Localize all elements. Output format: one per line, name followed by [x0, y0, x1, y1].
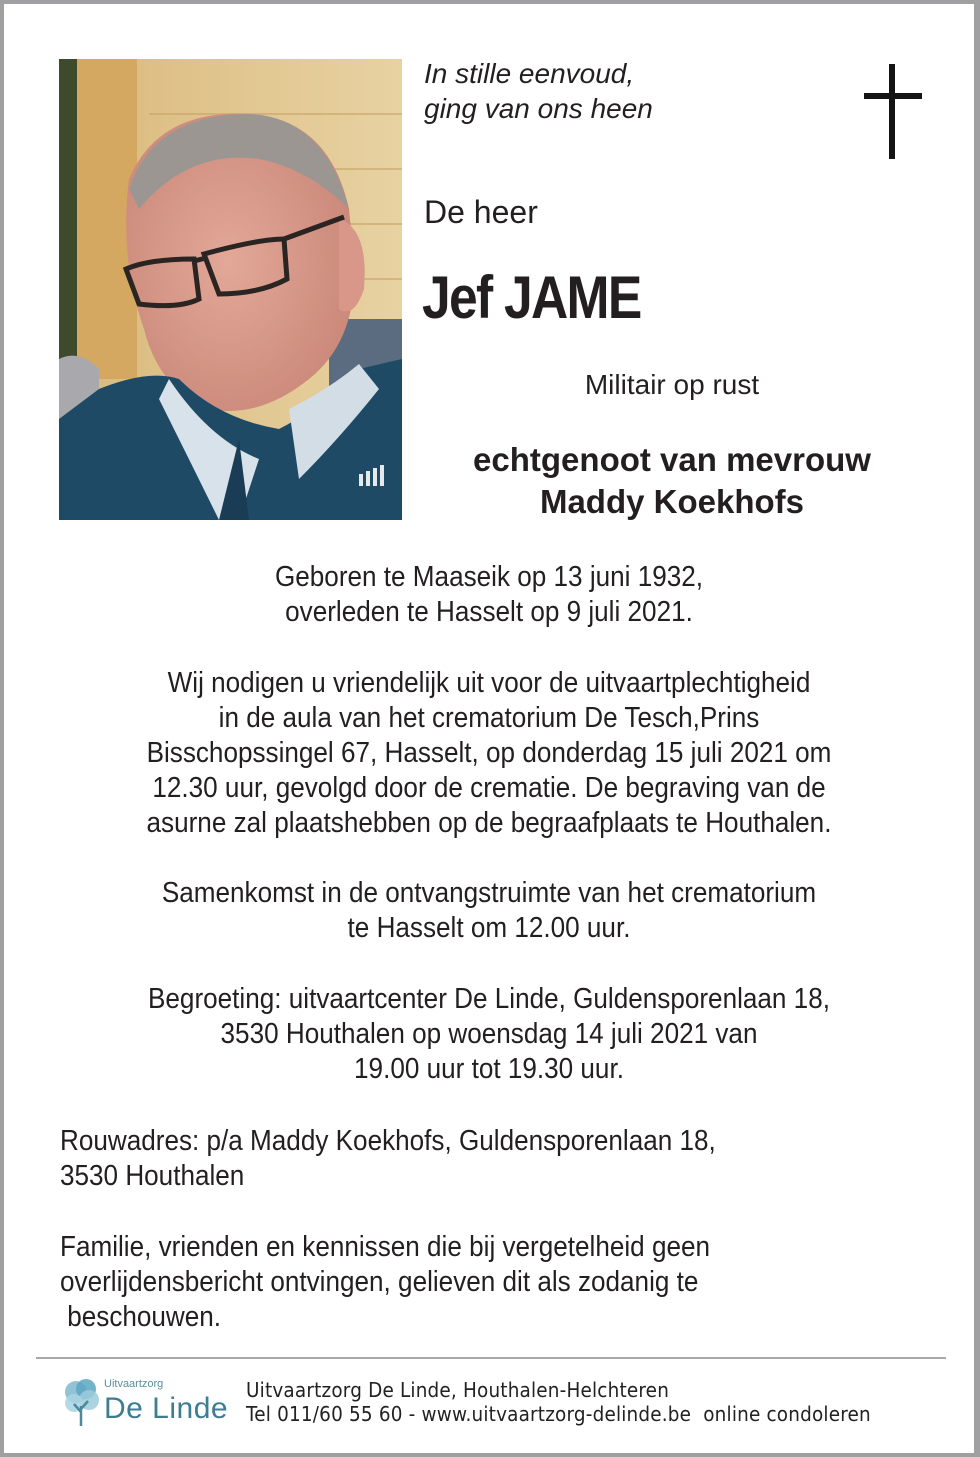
ceremony-line: 12.30 uur, gevolgd door de crematie. De begraving van de: [152, 772, 826, 804]
footer-contact: [246, 1378, 925, 1426]
spouse-line-2: Maddy Koekhofs: [539, 483, 805, 520]
tree-icon: [62, 1376, 102, 1428]
intro-line-2: ging van ons heen: [424, 93, 653, 124]
ceremony-line: Wij nodigen u vriendelijk uit voor de uitvaartplechtigheid: [167, 667, 811, 699]
intro-line-1: In stille eenvoud,: [424, 58, 635, 89]
greeting-line: 3530 Houthalen op woensdag 14 juli 2021 van: [220, 1018, 758, 1050]
deceased-name: Jef JAME: [422, 264, 641, 331]
greeting-line: Begroeting: uitvaartcenter De Linde, Guldensporenlaan 18,: [148, 983, 830, 1015]
latin-cross-icon: [864, 64, 922, 159]
notice: [60, 1230, 950, 1335]
footer-line-1: Uitvaartzorg De Linde, Houthalen-Helchteren: [246, 1378, 670, 1402]
gathering-line: Samenkomst in de ontvangstruimte van het crematorium: [161, 877, 817, 909]
logo-subtitle: Uitvaartzorg: [104, 1378, 164, 1390]
gathering-info: [44, 876, 934, 946]
notice-line: Familie, vrienden en kennissen die bij vergetelheid geen: [60, 1231, 711, 1263]
salutation: De heer: [424, 194, 538, 230]
mourning-address: [60, 1124, 950, 1194]
notice-line: overlijdensbericht ontvingen, gelieven dit als zodanig te: [60, 1266, 699, 1298]
greeting-line: 19.00 uur tot 19.30 uur.: [354, 1053, 624, 1085]
occupation: Militair op rust: [584, 369, 760, 400]
funeral-home-logo[interactable]: [62, 1374, 237, 1432]
birth-death-dates: [44, 560, 934, 630]
logo-title: De Linde: [104, 1392, 229, 1425]
spouse-line-1: echtgenoot van mevrouw: [473, 441, 871, 478]
obituary-card: [4, 4, 974, 1453]
footer-divider: [36, 1357, 946, 1359]
death-line: overleden te Hasselt op 9 juli 2021.: [285, 596, 693, 628]
birth-line: Geboren te Maaseik op 13 juni 1932,: [274, 561, 704, 593]
portrait-photo: [59, 59, 402, 520]
footer-line-2[interactable]: Tel 011/60 55 60 - www.uitvaartzorg-delinde.be online condoleren: [246, 1402, 871, 1426]
gathering-line: te Hasselt om 12.00 uur.: [347, 912, 631, 944]
ceremony-info: [44, 666, 934, 841]
address-line: 3530 Houthalen: [60, 1160, 245, 1192]
address-line: Rouwadres: p/a Maddy Koekhofs, Guldensporenlaan 18,: [60, 1125, 716, 1157]
greeting-info: [44, 982, 934, 1087]
ceremony-line: in de aula van het crematorium De Tesch,Prins: [218, 702, 760, 734]
notice-line: beschouwen.: [60, 1301, 222, 1333]
spouse-info: [402, 439, 942, 523]
intro-verse: [424, 56, 653, 126]
ceremony-line: Bisschopssingel 67, Hasselt, op donderdag 15 juli 2021 om: [146, 737, 832, 769]
ceremony-line: asurne zal plaatshebben op de begraafplaats te Houthalen.: [146, 807, 832, 839]
